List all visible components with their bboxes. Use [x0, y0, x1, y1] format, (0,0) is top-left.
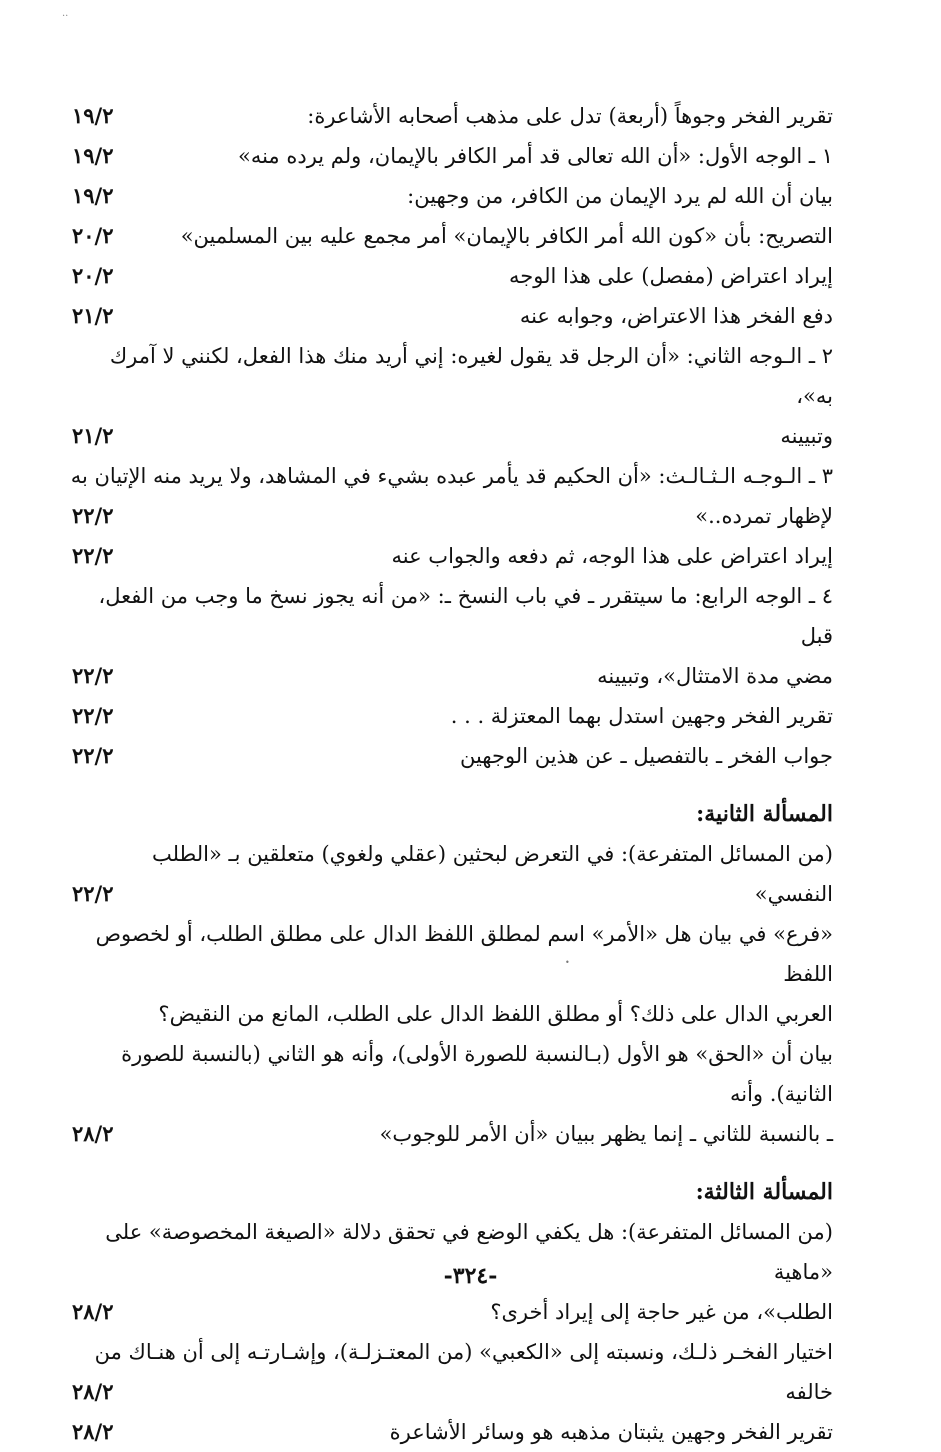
- entry-text: بيان أن الله لم يرد الإيمان من الكافر، من وجهين:: [407, 184, 833, 208]
- entry-page-ref: ٢٠/٢: [72, 223, 114, 248]
- entry-page-ref: ٢٨/٢: [72, 1121, 114, 1146]
- index-entry-line: [70, 336, 833, 416]
- entry-text: إيراد اعتراض على هذا الوجه، ثم دفعه والجواب عنه: [391, 544, 833, 568]
- index-entries: [70, 96, 833, 1452]
- entry-text: ٢ ـ الـوجه الثاني: «أن الرجل قد يقول لغيره: إني أريد منك هذا الفعل، لكنني لا آمرك به»،: [109, 344, 833, 408]
- index-entry-line: [70, 994, 833, 1034]
- entry-text: ٣ ـ الـوجـه الـثـالـث: «أن الحكيم قد يأمر عبده بشيء في المشاهد، ولا يريد منه الإتيان به: [70, 464, 833, 488]
- section-heading-second: المسألة الثانية:: [696, 801, 833, 827]
- entry-page-ref: ١٩/٢: [72, 103, 114, 128]
- entry-text: جواب الفخر ـ بالتفصيل ـ عن هذين الوجهين: [459, 744, 833, 768]
- index-entry: [70, 416, 833, 456]
- index-entry: [70, 96, 833, 136]
- index-entry-line: [70, 914, 833, 994]
- index-entry: [70, 176, 833, 216]
- index-entry-line: [70, 576, 833, 656]
- entry-text: اختيار الفخـر ذلـك، ونسبته إلى «الكعبي» (من المعتـزلـة)، وإشـارتـه إلى أن هنـاك من: [94, 1340, 833, 1364]
- index-entry: [70, 1412, 833, 1452]
- entry-text: تقرير الفخر وجهين يثبتان مذهبه هو وسائر الأشاعرة: [389, 1420, 833, 1444]
- index-entry: [70, 256, 833, 296]
- entry-page-ref: ٢٢/٢: [72, 543, 114, 568]
- index-entry: [70, 136, 833, 176]
- entry-text: تقرير الفخر وجوهاً (أربعة) تدل على مذهب أصحابه الأشاعرة:: [307, 104, 833, 128]
- index-entry: [70, 216, 833, 256]
- index-entry: [70, 1372, 833, 1412]
- entry-page-ref: ٢٨/٢: [72, 1379, 114, 1404]
- entry-text: التصريح: بأن «كون الله أمر الكافر بالإيمان» أمر مجمع عليه بين المسلمين»: [180, 224, 833, 248]
- entry-text: ١ ـ الوجه الأول: «أن الله تعالى قد أمر الكافر بالإيمان، ولم يرده منه»: [237, 144, 833, 168]
- index-entry: [70, 656, 833, 696]
- index-entry: [70, 1292, 833, 1332]
- entry-text: «فرع» في بيان هل «الأمر» اسم لمطلق اللفظ الدال على مطلق الطلب، أو لخصوص اللفظ: [95, 922, 833, 986]
- entry-text: الطلب»، من غير حاجة إلى إيراد أخرى؟: [490, 1300, 833, 1324]
- entry-text: ـ بالنسبة للثاني ـ إنما يظهر ببيان «أن الأمر للوجوب»: [379, 1122, 833, 1146]
- index-entry: [70, 834, 833, 914]
- entry-text: بيان أن «الحق» هو الأول (بـالنسبة للصورة الأولى)، وأنه هو الثاني (بالنسبة للصورة الثانية). وأنه: [121, 1042, 833, 1106]
- entry-page-ref: ٢٢/٢: [72, 881, 114, 906]
- entry-page-ref: ٢٢/٢: [72, 503, 114, 528]
- entry-page-ref: ٢٨/٢: [72, 1299, 114, 1324]
- entry-page-ref: ٢٨/٢: [72, 1419, 114, 1444]
- scan-mark: ..: [62, 8, 69, 19]
- entry-text: وتبيينه: [780, 424, 833, 448]
- entry-page-ref: ٢٢/٢: [72, 703, 114, 728]
- index-entry: [70, 296, 833, 336]
- entry-page-ref: ١٩/٢: [72, 183, 114, 208]
- entry-page-ref: ١٩/٢: [72, 143, 114, 168]
- entry-text: مضي مدة الامتثال»، وتبيينه: [597, 664, 833, 688]
- entry-text: دفع الفخر هذا الاعتراض، وجوابه عنه: [519, 304, 833, 328]
- entry-text: لإظهار تمرده..»: [695, 504, 833, 528]
- index-entry: [70, 1114, 833, 1154]
- index-entry-line: [70, 1332, 833, 1372]
- entry-page-ref: ٢٢/٢: [72, 663, 114, 688]
- section-heading-third: المسألة الثالثة:: [695, 1179, 833, 1205]
- entry-text: (من المسائل المتفرعة): في التعرض لبحثين (عقلي ولغوي) متعلقين بـ «الطلب النفسي»: [151, 842, 833, 906]
- index-entry: [70, 536, 833, 576]
- entry-text: ٤ ـ الوجه الرابع: ما سيتقرر ـ في باب النسخ ـ: «من أنه يجوز نسخ ما وجب من الفعل، قبل: [98, 584, 833, 648]
- index-entry: [70, 696, 833, 736]
- entry-text: خالفه: [785, 1380, 833, 1404]
- index-entry-line: [70, 456, 833, 496]
- index-entry: [70, 496, 833, 536]
- entry-page-ref: ٢٢/٢: [72, 743, 114, 768]
- entry-text: تقرير الفخر وجهين استدل بهما المعتزلة . . .: [450, 704, 833, 728]
- entry-text: العربي الدال على ذلك؟ أو مطلق اللفظ الدال على الطلب، المانع من النقيض؟: [158, 1002, 833, 1026]
- page-number: -٣٢٤-: [443, 1263, 498, 1289]
- entry-text: إيراد اعتراض (مفصل) على هذا الوجه: [509, 264, 833, 288]
- scan-dot: •: [565, 958, 570, 967]
- entry-page-ref: ٢٠/٢: [72, 263, 114, 288]
- entry-text: (من المسائل المتفرعة): هل يكفي الوضع في تحقق دلالة «الصيغة المخصوصة» على «ماهية: [105, 1220, 833, 1284]
- entry-page-ref: ٢١/٢: [72, 423, 114, 448]
- index-entry-line: [70, 1034, 833, 1114]
- entry-page-ref: ٢١/٢: [72, 303, 114, 328]
- index-entry: [70, 736, 833, 776]
